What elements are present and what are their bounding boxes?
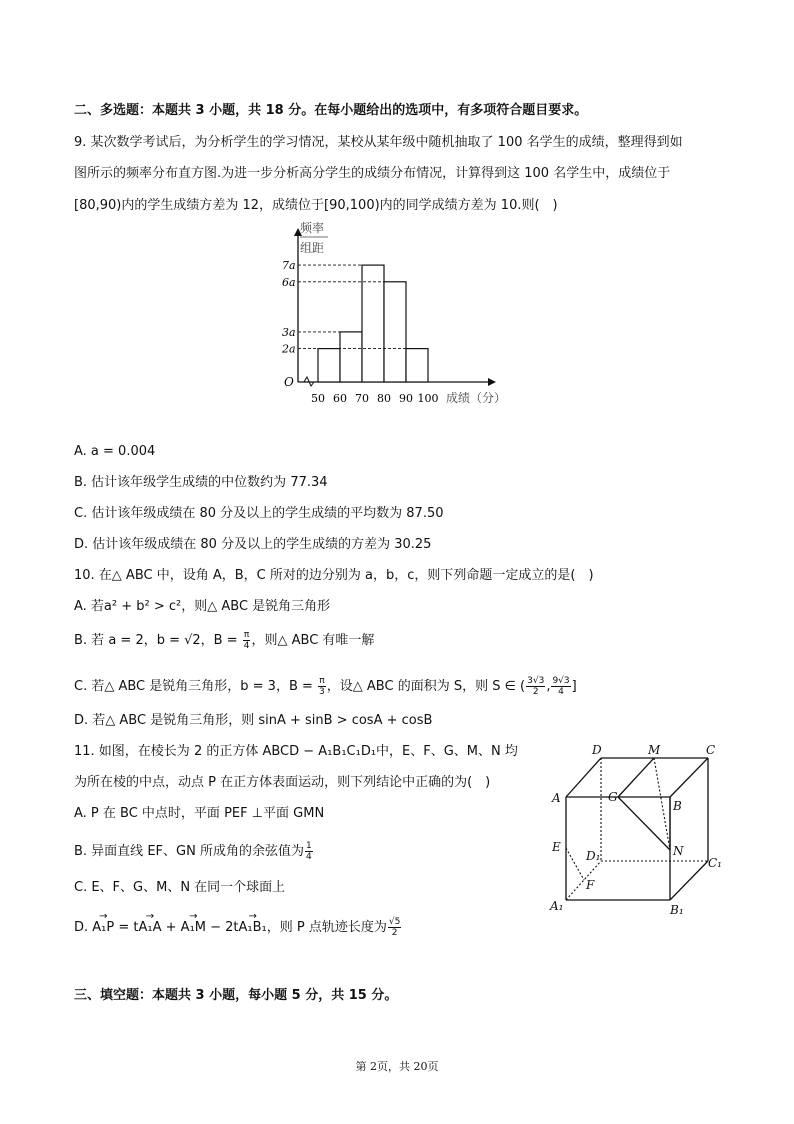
q11-option-d-plus: + [161,920,181,935]
q11-option-d-minus: − 2t [206,920,239,935]
y-tick-label: 2a [282,342,296,356]
label-D1: D₁ [586,849,601,863]
fraction-numerator: 1 [305,841,312,851]
q9-option-d: D. 估计该年级成绩在 80 分及以上的学生成绩的方差为 30.25 [74,537,432,552]
y-tick-label: 7a [282,259,296,273]
q9-stem-line-1: 9. 某次数学考试后，为分析学生的学习情况，某校从某年级中随机抽取了 100 名学生的成绩，整理得到如 [74,135,683,150]
segment-GM [618,758,654,797]
x-tick-label: 70 [355,392,369,405]
edge-BC [670,758,708,797]
fraction [551,676,570,697]
q10-option-c-sep: , [546,679,551,694]
label-N: N [673,844,684,858]
fraction [243,630,251,651]
q11-option-d-eq: = t [114,920,139,935]
fraction-denominator: 2 [532,687,539,697]
q10-option-b-pre: B. 若 a = 2，b = √2，B = [74,633,242,648]
q10-option-c-mid: ，设△ ABC 的面积为 S，则 S ∈ ( [326,679,526,694]
q10-option-a: A. 若a² + b² > c²，则△ ABC 是锐角三角形 [74,599,331,614]
x-tick-label: 80 [377,392,391,405]
q11-option-b [74,841,314,862]
x-tick-label: 90 [399,392,413,405]
fraction-denominator: 4 [243,641,250,651]
frequency-histogram [260,222,530,412]
y-tick-label: 6a [282,275,296,289]
y-axis-label-numerator: 频率 [300,222,325,235]
q9-stem-line-3: [80,90)内的学生成绩方差为 12，成绩位于[90,100)内的同学成绩方差为 10.则( ) [74,198,558,213]
label-C: C [706,743,716,757]
fraction-numerator: 3√3 [527,676,545,686]
label-E: E [552,840,561,854]
fraction-denominator: 2 [391,928,398,938]
x-tick-label: 60 [333,392,347,405]
histogram-bar [406,349,428,382]
histogram-bar [318,349,340,382]
label-F: F [586,878,595,892]
section-3-header: 三、填空题：本题共 3 小题，每小题 5 分，共 15 分。 [74,988,398,1003]
histogram-bar [340,332,362,382]
q9-option-b: B. 估计该年级学生成绩的中位数约为 77.34 [74,475,328,490]
q9-stem-line-2: 图所示的频率分布直方图.为进一步分析高分学生的成绩分布情况，计算得到这 100 名学生中，成绩位于 [74,166,671,181]
cube-figure [544,740,734,915]
fraction-numerator: 9√3 [552,676,570,686]
page-footer: 第 2页，共 20页 [355,1060,439,1073]
q10-option-b-post: ，则△ ABC 有唯一解 [251,633,375,648]
q10-option-c-post: ] [571,679,577,694]
label-C1: C₁ [708,856,722,870]
fraction-denominator: 4 [305,852,312,862]
edge-AD [566,758,601,797]
hidden-edge-A1D1 [566,861,601,900]
vector: → A₁A [139,918,162,938]
fraction-numerator: π [319,676,325,686]
q10-option-c [74,676,577,697]
segment-EF [566,848,584,880]
q10-option-d: D. 若△ ABC 是锐角三角形，则 sinA + sinB > cosA + cosB [74,713,433,728]
q9-option-a: A. a = 0.004 [74,444,156,459]
q10-stem: 10. 在△ ABC 中，设角 A，B，C 所对的边分别为 a，b，c，则下列命题一定成立的是( ) [74,568,594,583]
label-B: B [673,799,682,813]
histogram-bar [362,265,384,382]
x-axis-arrow [488,378,496,386]
vector: → A₁B₁ [239,918,267,938]
label-A1: A₁ [550,899,564,913]
q10-option-b [74,630,374,651]
histogram-bar [384,282,406,382]
fraction-denominator: 4 [558,687,564,697]
vector: → A₁P [92,918,114,938]
label-D: D [592,743,602,757]
q9-option-c: C. 估计该年级成绩在 80 分及以上的学生成绩的平均数为 87.50 [74,506,444,521]
q11-option-b-pre: B. 异面直线 EF、GN 所成角的余弦值为 [74,844,304,859]
y-axis-label-denominator: 组距 [300,241,325,255]
q11-option-d-prefix: D. [74,920,93,935]
label-B1: B₁ [670,903,684,915]
edge-B1C1 [670,861,708,900]
segment-GN [618,797,670,850]
q11-option-a: A. P 在 BC 中点时，平面 PEF ⊥平面 GMN [74,806,325,821]
label-A: A [552,791,561,805]
q11-stem-line-2: 为所在棱的中点，动点 P 在正方体表面运动，则下列结论中正确的为( ) [74,775,491,790]
fraction [388,917,401,938]
x-tick-label: 100 [417,392,439,405]
fraction [526,676,545,697]
fraction-numerator: π [243,630,250,640]
x-tick-label: 50 [311,392,325,405]
fraction-numerator: √5 [388,917,401,927]
y-tick-label: 3a [282,325,296,339]
x-axis-label: 成绩（分） [446,391,507,405]
q11-option-d [74,917,402,938]
q10-option-c-pre: C. 若△ ABC 是锐角三角形，b = 3，B = [74,679,318,694]
origin-label: O [284,375,294,389]
q11-stem-line-1: 11. 如图，在棱长为 2 的正方体 ABCD − A₁B₁C₁D₁中，E、F、G、M、N 均 [74,744,518,759]
q11-option-d-post: ，则 P 点轨迹长度为 [266,920,387,935]
fraction [318,676,326,697]
label-G: G [608,790,618,804]
fraction-denominator: 3 [319,687,325,697]
section-2-header: 二、多选题：本题共 3 小题，共 18 分。在每小题给出的选项中，有多项符合题目要求。 [74,103,588,118]
q11-option-c: C. E、F、G、M、N 在同一个球面上 [74,880,286,895]
fraction [305,841,313,862]
label-M: M [648,743,661,757]
vector: → A₁M [181,918,206,938]
